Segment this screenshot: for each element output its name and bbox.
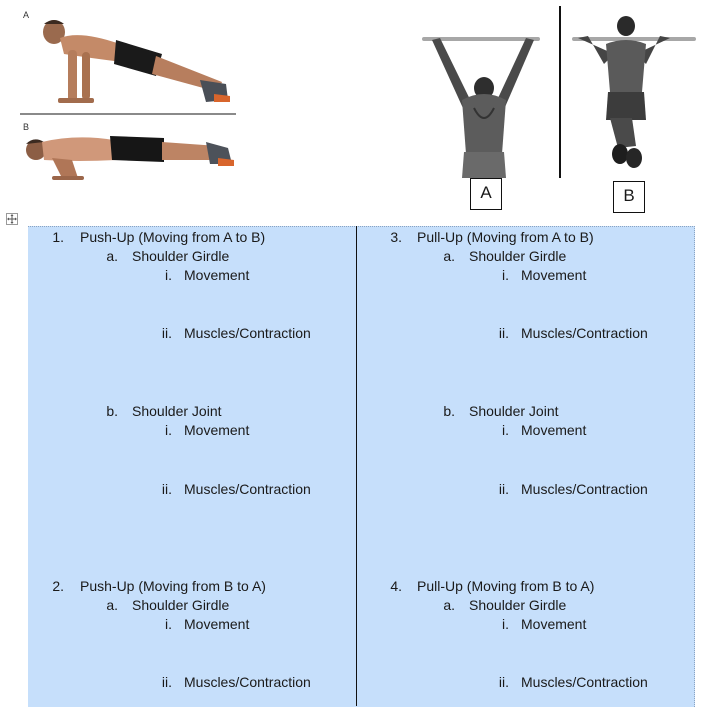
- part-label: Movement: [521, 616, 587, 632]
- part-numeral: i.: [502, 616, 509, 632]
- sub-letter: a.: [106, 248, 118, 264]
- sub-letter: a.: [443, 597, 455, 613]
- sub-letter: b.: [106, 403, 118, 419]
- sub-letter: a.: [443, 248, 455, 264]
- part-numeral: i.: [165, 267, 172, 283]
- sub-label: Shoulder Girdle: [132, 248, 230, 264]
- part-numeral: i.: [165, 422, 172, 438]
- part-label: Movement: [184, 616, 250, 632]
- part-label: Muscles/Contraction: [184, 674, 311, 690]
- item-number: 2.: [52, 578, 64, 594]
- pullup-position-a-photo: [424, 36, 542, 178]
- pullup-label-a: A: [470, 178, 502, 210]
- part-label: Movement: [184, 267, 250, 283]
- pullup-position-b-photo: [574, 14, 694, 170]
- part-numeral: i.: [165, 616, 172, 632]
- item-number: 4.: [390, 578, 402, 594]
- part-label: Movement: [521, 422, 587, 438]
- sub-letter: b.: [443, 403, 455, 419]
- worksheet-table: [28, 226, 695, 707]
- part-numeral: ii.: [161, 481, 172, 497]
- item-number: 1.: [52, 229, 64, 245]
- item-title: Pull-Up (Moving from B to A): [417, 578, 595, 594]
- part-numeral: ii.: [498, 674, 509, 690]
- part-numeral: ii.: [498, 481, 509, 497]
- item-title: Push-Up (Moving from A to B): [80, 229, 266, 245]
- part-label: Muscles/Contraction: [184, 325, 311, 341]
- sub-label: Shoulder Girdle: [469, 248, 567, 264]
- pushup-label-a: A: [23, 10, 30, 20]
- part-numeral: ii.: [161, 325, 172, 341]
- move-arrows-icon: [7, 214, 17, 224]
- table-column-divider: [356, 226, 357, 706]
- pushup-position-b-photo: [22, 128, 236, 184]
- part-label: Muscles/Contraction: [521, 481, 648, 497]
- part-label: Muscles/Contraction: [184, 481, 311, 497]
- pullup-label-b: B: [613, 181, 645, 213]
- item-title: Push-Up (Moving from B to A): [80, 578, 266, 594]
- item-title: Pull-Up (Moving from A to B): [417, 229, 594, 245]
- item-number: 3.: [390, 229, 402, 245]
- part-label: Movement: [521, 267, 587, 283]
- part-label: Muscles/Contraction: [521, 325, 648, 341]
- pushup-label-b: B: [23, 122, 30, 132]
- sub-label: Shoulder Joint: [132, 403, 222, 419]
- sub-label: Shoulder Girdle: [132, 597, 230, 613]
- sub-letter: a.: [106, 597, 118, 613]
- pushup-position-a-photo: [30, 10, 240, 110]
- part-label: Movement: [184, 422, 250, 438]
- sub-label: Shoulder Girdle: [469, 597, 567, 613]
- part-numeral: ii.: [161, 674, 172, 690]
- table-move-handle[interactable]: [6, 213, 18, 225]
- part-numeral: i.: [502, 422, 509, 438]
- part-label: Muscles/Contraction: [521, 674, 648, 690]
- pushup-divider: [20, 113, 236, 115]
- sub-label: Shoulder Joint: [469, 403, 559, 419]
- part-numeral: ii.: [498, 325, 509, 341]
- pullup-divider: [559, 6, 561, 178]
- part-numeral: i.: [502, 267, 509, 283]
